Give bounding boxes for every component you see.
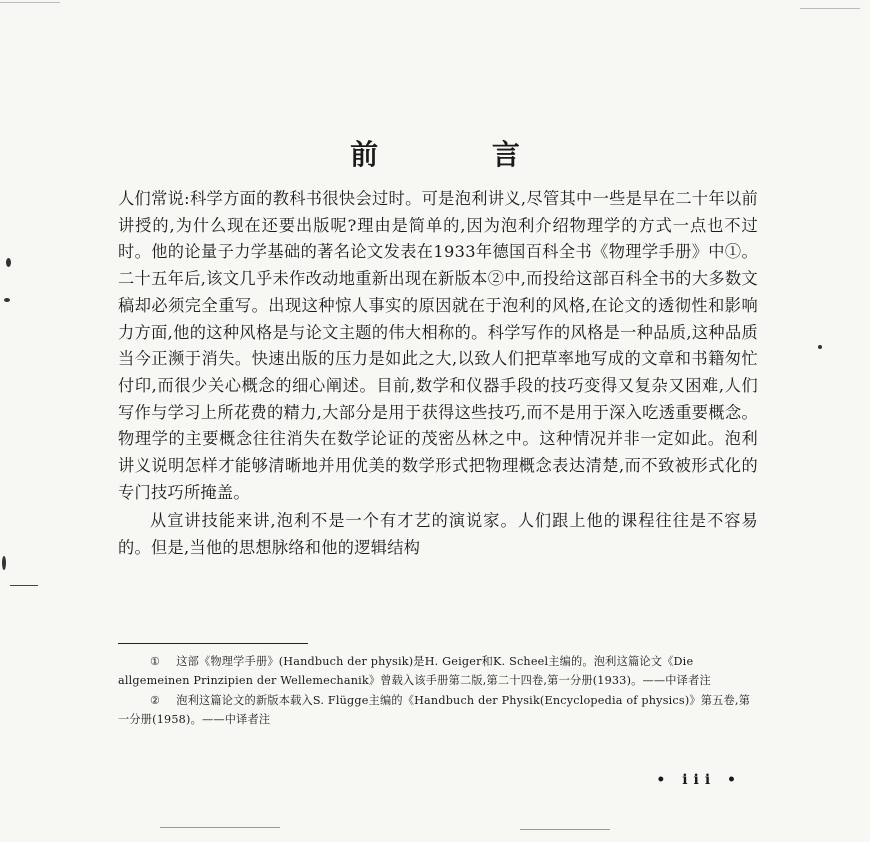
scan-line xyxy=(520,829,610,830)
footnote-1 xyxy=(118,652,758,691)
footnote-rule xyxy=(118,643,308,644)
footnote-2-text: 泡利这篇论文的新版本载入S. Flügge主编的《Handbuch der Physik(Encyclopedia of physics)》第五卷,第一分册(1958)。——中译者注 xyxy=(118,693,751,726)
footnote-2 xyxy=(118,691,758,730)
footnote-2-mark: ② xyxy=(150,693,161,707)
body-text xyxy=(118,186,758,562)
page-title: 前 言 xyxy=(350,138,572,171)
scan-line xyxy=(0,2,60,3)
footnote-1-mark: ① xyxy=(150,655,161,668)
scan-line xyxy=(160,827,280,828)
scan-line xyxy=(10,585,38,586)
scan-speck xyxy=(2,556,6,570)
footnotes xyxy=(118,652,758,729)
scan-line xyxy=(800,8,860,9)
paragraph-2: 从宣讲技能来讲,泡利不是一个有才艺的演说家。人们跟上他的课程往往是不容易的。但是,当他的思想脉络和他的逻辑结构 xyxy=(118,511,758,558)
page-number: • iii • xyxy=(656,772,742,788)
scan-speck xyxy=(6,258,11,267)
paragraph-1: 人们常说:科学方面的教科书很快会过时。可是泡利讲义,尽管其中一些是早在二十年以前讲授的,为什么现在还要出版呢?理由是简单的,因为泡利介绍物理学的方式一点也不过时。他的论量子力学基础的著名论文发表在1933年德国百科全书《物理学手册》中①。二十五年后,该文几乎未作改动地重新出现在新版本②中,而投给这部百科全书的大多数文稿却必须完全重写。出现这种惊人事实的原因就在于泡利的风格,在论文的透彻性和影响力方面,他的这种风格是与论文主题的伟大相称的。科学写作的风格是一种品质,这种品质当今正濒于消失。快速出版的压力是如此之大,以致人们把草率地写成的文章和书籍匆忙付印,而很少关心概念的细心阐述。目前,数学和仪器手段的技巧变得又复杂又困难,人们写作与学习上所花费的精力,大部分是用于获得这些技巧,而不是用于深入吃透重要概念。物理学的主要概念往往消失在数学论证的茂密丛林之中。这种情况并非一定如此。泡利讲义说明怎样才能够清晰地并用优美的数学形式把物理概念表达清楚,而不致被形式化的专门技巧所掩盖。 xyxy=(118,189,758,502)
scan-speck xyxy=(4,298,10,302)
footnote-1-text: 这部《物理学手册》(Handbuch der physik)是H. Geiger和K. Scheel主编的。泡利这篇论文《Die allgemeinen Prinzipien der Wellemechanik》曾载入该手册第二版,第二十四卷,第一分册(1933)。——中译者注 xyxy=(118,655,711,688)
scan-speck xyxy=(818,345,822,349)
